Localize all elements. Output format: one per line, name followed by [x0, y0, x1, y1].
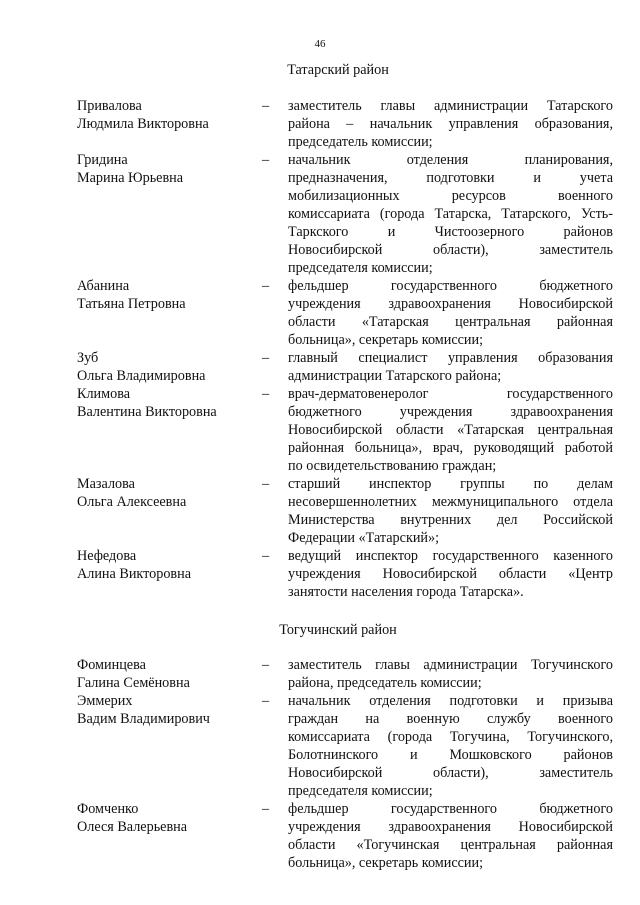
member-entry	[0, 692, 640, 800]
role-line: Новосибирской области), заместитель	[288, 765, 613, 781]
section-title: Тогучинский район	[279, 622, 397, 638]
member-given-name: Ольга Владимировна	[77, 368, 206, 384]
member-given-name: Марина Юрьевна	[77, 170, 184, 186]
dash: –	[262, 98, 270, 114]
member-given-name: Татьяна Петровна	[77, 296, 186, 312]
section-tatarsky	[0, 61, 640, 601]
role-line: председатель комиссии;	[288, 134, 433, 150]
role-line: занятости населения города Татарска».	[288, 584, 524, 600]
member-name	[77, 692, 257, 728]
member-surname: Нефедова	[77, 548, 137, 564]
member-given-name: Алина Викторовна	[77, 566, 191, 582]
member-given-name: Вадим Владимирович	[77, 711, 210, 727]
section-title: Татарский район	[287, 62, 389, 78]
role-line: ведущий инспектор государственного казенного	[288, 548, 613, 564]
page-number: 46	[314, 38, 326, 50]
role-line: предназначения, подготовки и учета	[288, 170, 613, 186]
member-surname: Гридина	[77, 152, 128, 168]
member-given-name: Галина Семёновна	[77, 675, 190, 691]
member-role	[288, 547, 613, 601]
role-line: больница», секретарь комиссии;	[288, 332, 484, 348]
member-entry	[0, 475, 640, 547]
role-line: Министерства внутренних дел Российской	[288, 512, 613, 528]
member-name	[77, 151, 257, 187]
role-line: фельдшер государственного бюджетного	[288, 278, 613, 294]
role-line: больница», секретарь комиссии;	[288, 855, 484, 871]
role-line: врач-дерматовенеролог государственного	[288, 386, 613, 402]
role-line: граждан на военную службу военного	[288, 711, 613, 727]
role-line: учреждения Новосибирской области «Центр	[288, 566, 613, 582]
member-role	[288, 475, 613, 547]
role-line: председателя комиссии;	[288, 260, 433, 276]
member-role	[288, 277, 613, 349]
dash: –	[262, 657, 270, 673]
document-body	[0, 61, 640, 872]
role-line: главный специалист управления образования	[288, 350, 613, 366]
member-entry	[0, 547, 640, 601]
member-given-name: Валентина Викторовна	[77, 404, 217, 420]
member-surname: Эммерих	[77, 693, 133, 709]
member-given-name: Людмила Викторовна	[77, 116, 209, 132]
member-role	[288, 385, 613, 475]
member-name	[77, 97, 257, 133]
section-toguchinsky	[0, 621, 640, 872]
member-name	[77, 800, 257, 836]
member-surname: Фоминцева	[77, 657, 146, 673]
dash: –	[262, 693, 270, 709]
role-line: района – начальник управления образования,	[288, 116, 613, 132]
role-line: администрации Татарского района;	[288, 368, 502, 384]
member-entry	[0, 385, 640, 475]
dash: –	[262, 386, 270, 402]
role-line: Новосибирской области), заместитель	[288, 242, 613, 258]
member-name	[77, 547, 257, 583]
member-surname: Мазалова	[77, 476, 135, 492]
role-line: старший инспектор группы по делам	[288, 476, 613, 492]
member-role	[288, 349, 613, 385]
role-line: по освидетельствованию граждан;	[288, 458, 497, 474]
member-surname: Абанина	[77, 278, 130, 294]
role-line: Федерации «Татарский»;	[288, 530, 440, 546]
role-line: фельдшер государственного бюджетного	[288, 801, 613, 817]
role-line: председателя комиссии;	[288, 783, 433, 799]
role-line: несовершеннолетних межмуниципального отдела	[288, 494, 613, 510]
member-entry	[0, 97, 640, 151]
member-role	[288, 151, 613, 277]
member-surname: Привалова	[77, 98, 142, 114]
member-role	[288, 800, 613, 872]
member-given-name: Олеся Валерьевна	[77, 819, 188, 835]
role-line: начальник отделения планирования,	[288, 152, 613, 168]
role-line: Новосибирской области «Татарская центральная	[288, 422, 613, 438]
dash: –	[262, 476, 270, 492]
dash: –	[262, 548, 270, 564]
member-name	[77, 349, 257, 385]
member-name	[77, 475, 257, 511]
member-entry	[0, 277, 640, 349]
dash: –	[262, 801, 270, 817]
role-line: области «Татарская центральная районная	[288, 314, 613, 330]
member-role	[288, 656, 613, 692]
role-line: комиссариата (города Татарска, Татарского, Усть-	[288, 206, 613, 222]
role-line: учреждения здравоохранения Новосибирской	[288, 296, 613, 312]
role-line: заместитель главы администрации Татарского	[288, 98, 613, 114]
role-line: области «Тогучинская центральная районная	[288, 837, 613, 853]
dash: –	[262, 278, 270, 294]
member-surname: Климова	[77, 386, 131, 402]
role-line: заместитель главы администрации Тогучинского	[288, 657, 613, 673]
member-entry	[0, 151, 640, 277]
member-name	[77, 277, 257, 313]
role-line: районная больница», врач, руководящий работой	[288, 440, 613, 456]
member-entry	[0, 800, 640, 872]
dash: –	[262, 350, 270, 366]
member-role	[288, 692, 613, 800]
role-line: бюджетного учреждения здравоохранения	[288, 404, 613, 420]
member-entry	[0, 349, 640, 385]
role-line: комиссариата (города Тогучина, Тогучинского,	[288, 729, 613, 745]
role-line: учреждения здравоохранения Новосибирской	[288, 819, 613, 835]
member-surname: Фомченко	[77, 801, 139, 817]
member-given-name: Ольга Алексеевна	[77, 494, 187, 510]
dash: –	[262, 152, 270, 168]
role-line: Таркского и Чистоозерного районов	[288, 224, 613, 240]
role-line: района, председатель комиссии;	[288, 675, 482, 691]
member-surname: Зуб	[77, 350, 99, 366]
member-role	[288, 97, 613, 151]
member-name	[77, 385, 257, 421]
member-entry	[0, 656, 640, 692]
role-line: Болотнинского и Мошковского районов	[288, 747, 613, 763]
member-name	[77, 656, 257, 692]
role-line: мобилизационных ресурсов военного	[288, 188, 613, 204]
role-line: начальник отделения подготовки и призыва	[288, 693, 613, 709]
